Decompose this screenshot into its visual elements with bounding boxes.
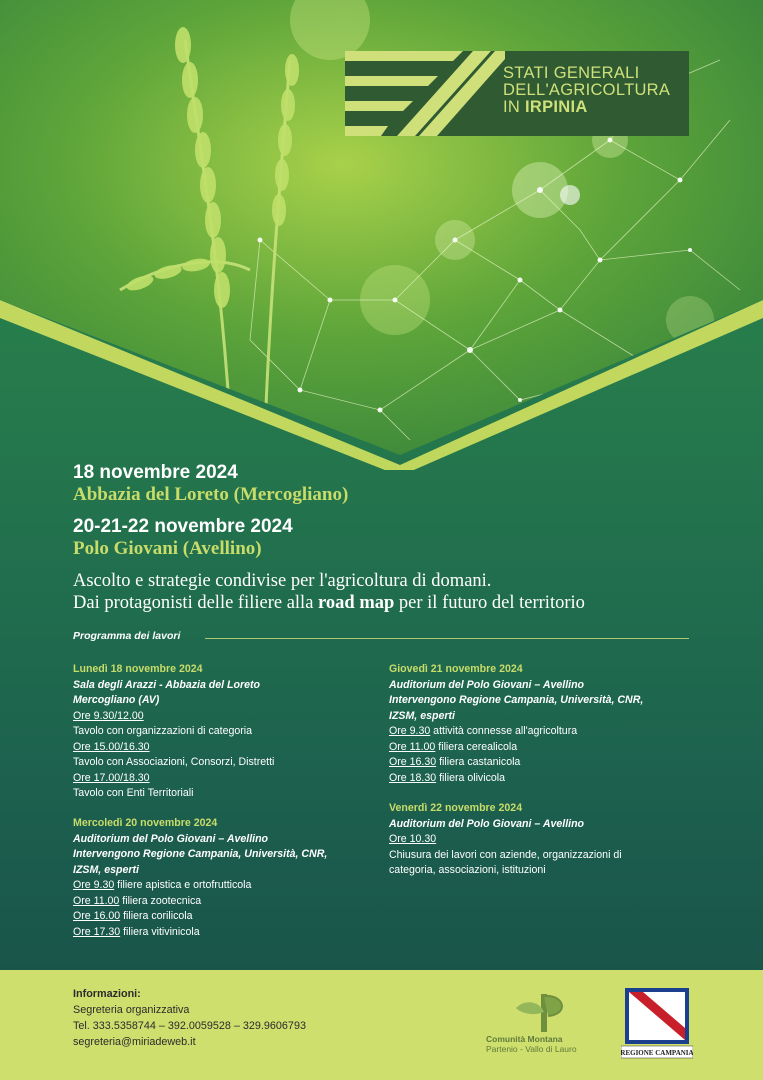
schedule-time: Ore 15.00/16.30 xyxy=(73,740,150,753)
schedule-text: categoria, associazioni, istituzioni xyxy=(389,864,546,876)
tagline xyxy=(73,570,585,614)
comunita-montana-logo xyxy=(486,992,598,1054)
cm-line-2: Partenio - Vallo di Lauro xyxy=(486,1044,577,1054)
logo-line-3: IN IRPINIA xyxy=(503,98,588,116)
schedule-item: Ore 18.30 filiera olivicola xyxy=(389,771,506,784)
schedule-time: Ore 9.30/12.00 xyxy=(73,709,144,722)
day-location: IZSM, esperti xyxy=(73,863,139,876)
info-email[interactable]: segreteria@miriadeweb.it xyxy=(73,1036,196,1048)
day-location: Auditorium del Polo Giovani – Avellino xyxy=(389,678,585,691)
day-friday xyxy=(389,801,622,879)
schedule-item: Ore 9.30 attività connesse all'agricoltura xyxy=(389,725,578,737)
info-title: Informazioni: xyxy=(73,988,141,1000)
day-location: Sala degli Arazzi - Abbazia del Loreto xyxy=(73,678,260,691)
event-date: 18 novembre 2024 xyxy=(73,462,238,483)
logo-line-1: STATI GENERALI xyxy=(503,64,640,82)
leaf-p-icon xyxy=(514,992,574,1034)
schedule-item: Ore 17.30 filiera vitivinicola xyxy=(73,925,200,938)
program-title: Programma dei lavori xyxy=(73,630,181,642)
event-date: 20-21-22 novembre 2024 xyxy=(73,516,293,537)
day-thursday xyxy=(389,662,643,786)
schedule-item: Ore 11.00 filiera zootecnica xyxy=(73,894,202,907)
event-logo-text xyxy=(503,65,670,116)
event-place: Polo Giovani (Avellino) xyxy=(73,538,262,559)
info-phone[interactable]: Tel. 333.5358744 – 392.0059528 – 329.9606793 xyxy=(73,1020,306,1032)
schedule-text: Tavolo con Enti Territoriali xyxy=(73,787,194,799)
schedule-time: Ore 10.30 xyxy=(389,833,437,845)
day-heading: Mercoledì 20 novembre 2024 xyxy=(73,817,218,829)
svg-text:REGIONE CAMPANIA: REGIONE CAMPANIA xyxy=(621,1049,693,1057)
logo-line-2: DELL'AGRICOLTURA xyxy=(503,81,671,99)
day-monday xyxy=(73,662,274,802)
day-heading: Venerdì 22 novembre 2024 xyxy=(389,802,523,814)
cm-line-1: Comunità Montana xyxy=(486,1034,563,1044)
divider xyxy=(205,638,689,639)
event-1 xyxy=(73,462,348,506)
regione-campania-logo xyxy=(621,988,693,1060)
event-2 xyxy=(73,516,293,560)
schedule-text: Tavolo con organizzazioni di categoria xyxy=(73,725,253,737)
regione-crest-icon xyxy=(621,988,693,1060)
day-location: Mercogliano (AV) xyxy=(73,694,160,706)
tagline-line-1: Ascolto e strategie condivise per l'agricoltura di domani. xyxy=(73,571,492,591)
contact-info xyxy=(73,986,306,1050)
schedule-text: Chiusura dei lavori con aziende, organizzazioni di xyxy=(389,848,622,861)
info-line: Segreteria organizzativa xyxy=(73,1004,190,1016)
tagline-line-2: Dai protagonisti delle filiere alla road map per il futuro del territorio xyxy=(73,593,585,613)
schedule-text: Tavolo con Associazioni, Consorzi, Distretti xyxy=(73,756,275,768)
day-wednesday xyxy=(73,816,327,940)
day-location: Intervengono Regione Campania, Università, CNR, xyxy=(73,848,328,860)
day-location: Auditorium del Polo Giovani – Avellino xyxy=(73,832,269,845)
schedule-item: Ore 9.30 filiere apistica e ortofrutticola xyxy=(73,879,252,891)
schedule-time: Ore 17.00/18.30 xyxy=(73,771,150,784)
schedule-item: Ore 16.00 filiera corilicola xyxy=(73,910,193,922)
day-heading: Lunedì 18 novembre 2024 xyxy=(73,663,203,675)
schedule-item: Ore 16.30 filiera castanicola xyxy=(389,756,521,768)
schedule-item: Ore 11.00 filiera cerealicola xyxy=(389,740,518,753)
stripes-icon xyxy=(345,51,505,136)
day-location: IZSM, esperti xyxy=(389,709,455,722)
day-location: Auditorium del Polo Giovani – Avellino xyxy=(389,817,585,830)
event-place: Abbazia del Loreto (Mercogliano) xyxy=(73,484,349,505)
day-heading: Giovedì 21 novembre 2024 xyxy=(389,663,523,675)
day-location: Intervengono Regione Campania, Università, CNR, xyxy=(389,694,644,706)
